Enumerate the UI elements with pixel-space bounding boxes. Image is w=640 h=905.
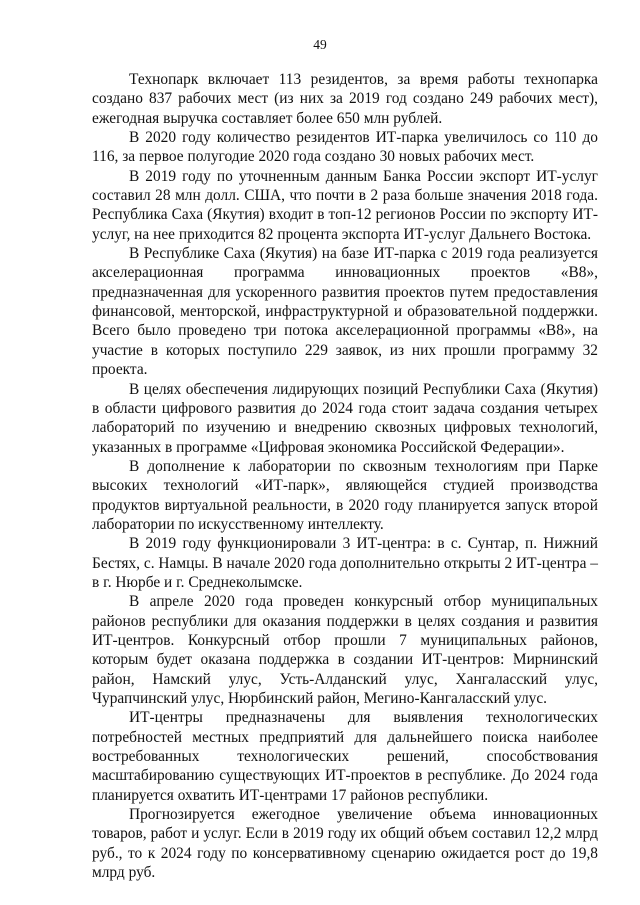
paragraph-residents-2020: В 2020 году количество резидентов ИТ-парка увеличилось со 110 до 116, за первое полугодие 2020 года создано 30 новых рабочих мест. bbox=[92, 129, 598, 166]
paragraph-digital-labs: В целях обеспечения лидирующих позиций Республики Саха (Якутия) в области цифрового развития до 2024 года стоит задача создания четырех лабораторий по изучению и внедрению сквозных цифровых технологий, указанных в программе «Цифровая экономика Российской Федерации». bbox=[92, 380, 598, 456]
paragraph-it-export: В 2019 году по уточненным данным Банка России экспорт ИТ-услуг составил 28 млн долл. США, что почти в 2 раза больше значения 2018 года. Республика Саха (Якутия) входит в топ-12 регионов России по экспорту ИТ-услуг, на нее приходится 82 процента экспорта ИТ-услуг Дальнего Востока. bbox=[92, 167, 598, 243]
paragraph-technopark-residents: Технопарк включает 113 резидентов, за время работы технопарка создано 837 рабочих мест (из них за 2019 год создано 249 рабочих мест), ежегодная выручка составляет более 650 млн рублей. bbox=[92, 71, 598, 127]
paragraph-b8-accelerator: В Республике Саха (Якутия) на базе ИТ-парка с 2019 года реализуется акселерационная программа инновационных проектов «B8», предназначенная для ускоренного развития проектов путем предоставления финансовой, менторской, инфраструктурной и образовательной поддержки. Всего было проведено три потока акселерационной программы «B8», на участие в которых поступило 229 заявок, из них прошли программу 32 проекта. bbox=[92, 245, 598, 379]
paragraph-it-centers-2019: В 2019 году функционировали 3 ИТ-центра: в с. Сунтар, п. Нижний Бестях, с. Намцы. В начале 2020 года дополнительно открыты 2 ИТ-центра – в г. Нюрбе и г. Среднеколымске. bbox=[92, 535, 598, 591]
document-body bbox=[92, 70, 598, 882]
paragraph-it-centers-purpose: ИТ-центры предназначены для выявления технологических потребностей местных предприятий для дальнейшего поиска наиболее востребованных технологических решений, способствования масштабированию существующих ИТ-проектов в республике. До 2024 года планируется охватить ИТ-центрами 17 районов республики. bbox=[92, 709, 598, 804]
paragraph-it-centers-selection: В апреле 2020 года проведен конкурсный отбор муниципальных районов республики для оказания поддержки в целях создания и развития ИТ-центров. Конкурсный отбор прошли 7 муниципальных районов, которым будет оказана поддержка в создании ИТ-центров: Мирнинский район, Намский улус, Усть-Алданский улус, Хангаласский улус, Чурапчинский улус, Нюрбинский район, Мегино-Кангаласский улус. bbox=[92, 593, 598, 707]
page-number: 49 bbox=[313, 37, 327, 52]
paragraph-innovation-forecast: Прогнозируется ежегодное увеличение объема инновационных товаров, работ и услуг. Если в 2019 году их общий объем составил 12,2 млрд руб., то к 2024 году по консервативному сценарию ожидается рост до 19,8 млрд руб. bbox=[92, 806, 598, 882]
paragraph-vr-ai-lab: В дополнение к лаборатории по сквозным технологиям при Парке высоких технологий «ИТ-парк», являющейся студией производства продуктов виртуальной реальности, в 2020 году планируется запуск второй лаборатории по искусственному интеллекту. bbox=[92, 457, 598, 533]
